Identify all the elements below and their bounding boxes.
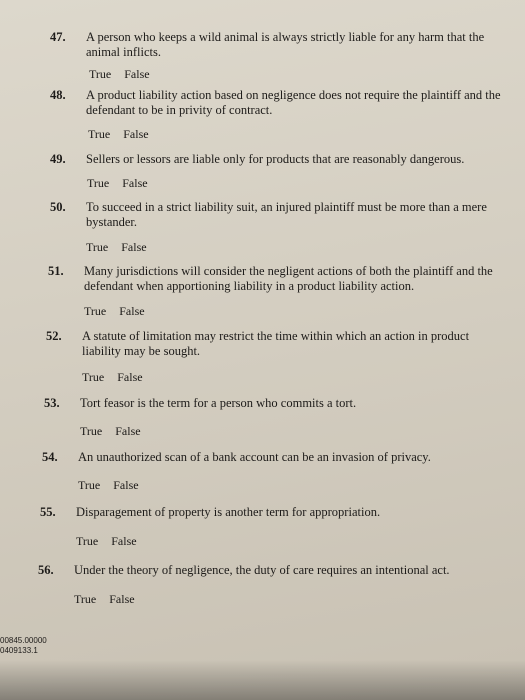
answer-choices-56: [74, 592, 145, 607]
true-option[interactable]: True: [87, 176, 110, 190]
question-text: A person who keeps a wild animal is always strictly liable for any harm that the animal inflicts.: [86, 30, 485, 59]
question-text: Under the theory of negligence, the duty of care requires an intentional act.: [74, 563, 450, 577]
true-option[interactable]: True: [76, 534, 99, 548]
question-number: 51.: [48, 264, 64, 278]
false-option[interactable]: False: [119, 304, 145, 318]
false-option[interactable]: False: [122, 176, 148, 190]
question-55: [40, 505, 496, 520]
question-50: [50, 200, 506, 230]
answer-choices-54: [78, 478, 149, 493]
document-code-1: 00845.00000: [0, 636, 47, 645]
question-number: 54.: [42, 450, 58, 464]
question-56: [38, 563, 494, 578]
true-option[interactable]: True: [82, 370, 105, 384]
true-option[interactable]: True: [74, 592, 97, 606]
answer-choices-48: [88, 127, 159, 142]
question-number: 47.: [50, 30, 66, 44]
true-option[interactable]: True: [78, 478, 101, 492]
false-option[interactable]: False: [124, 67, 150, 81]
false-option[interactable]: False: [111, 534, 137, 548]
question-text: Many jurisdictions will consider the negligent actions of both the plaintiff and the defendant when apportioning liability in a product liability action.: [84, 264, 493, 293]
question-text: An unauthorized scan of a bank account can be an invasion of privacy.: [78, 450, 431, 464]
false-option[interactable]: False: [109, 592, 135, 606]
question-text: A product liability action based on negligence does not require the plaintiff and the defendant to be in privity of contract.: [86, 88, 501, 117]
answer-choices-52: [82, 370, 153, 385]
true-option[interactable]: True: [86, 240, 109, 254]
question-number: 48.: [50, 88, 66, 102]
question-number: 56.: [38, 563, 54, 577]
question-54: [42, 450, 498, 465]
false-option[interactable]: False: [113, 478, 139, 492]
document-code-2: 0409133.1: [0, 646, 38, 655]
false-option[interactable]: False: [123, 127, 149, 141]
question-number: 50.: [50, 200, 66, 214]
false-option[interactable]: False: [115, 424, 141, 438]
question-53: [44, 396, 500, 411]
false-option[interactable]: False: [121, 240, 147, 254]
answer-choices-55: [76, 534, 147, 549]
false-option[interactable]: False: [117, 370, 143, 384]
question-48: [50, 88, 506, 118]
answer-choices-47: [89, 67, 160, 82]
question-number: 55.: [40, 505, 56, 519]
question-text: Disparagement of property is another term for appropriation.: [76, 505, 381, 519]
question-text: Tort feasor is the term for a person who commits a tort.: [80, 396, 357, 410]
question-text: To succeed in a strict liability suit, an injured plaintiff must be more than a mere bystander.: [86, 200, 487, 229]
true-option[interactable]: True: [80, 424, 103, 438]
answer-choices-50: [86, 240, 157, 255]
question-number: 49.: [50, 152, 66, 166]
question-text: A statute of limitation may restrict the time within which an action in product liability may be sought.: [82, 329, 470, 358]
question-52: [46, 329, 502, 359]
answer-choices-51: [84, 304, 155, 319]
true-option[interactable]: True: [84, 304, 107, 318]
answer-choices-49: [87, 176, 158, 191]
question-51: [48, 264, 504, 294]
true-option[interactable]: True: [89, 67, 112, 81]
question-49: [50, 152, 506, 167]
document-codes: [0, 636, 47, 656]
question-number: 52.: [46, 329, 62, 343]
page-shadow: [0, 660, 525, 700]
question-47: [50, 30, 506, 60]
question-number: 53.: [44, 396, 60, 410]
question-text: Sellers or lessors are liable only for products that are reasonably dangerous.: [86, 152, 465, 166]
answer-choices-53: [80, 424, 151, 439]
true-option[interactable]: True: [88, 127, 111, 141]
